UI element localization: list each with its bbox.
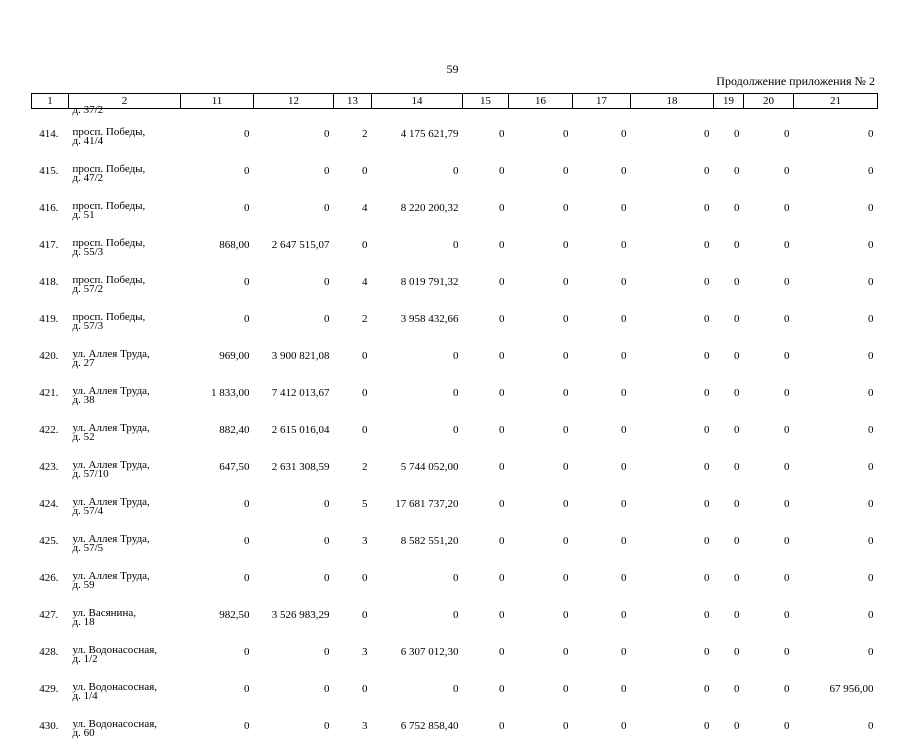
value-cell-12: 0 — [324, 683, 330, 695]
value-cell-14: 5 744 052,00 — [400, 461, 459, 473]
row-index: 426. — [39, 572, 59, 584]
value-cell-12: 0 — [324, 720, 330, 732]
value-cell-21: 0 — [868, 498, 874, 510]
value-cell-14: 4 175 621,79 — [400, 128, 459, 140]
value-cell-21: 0 — [868, 535, 874, 547]
value-cell-17: 0 — [621, 165, 627, 177]
column-header: 19 — [714, 94, 744, 109]
value-cell-13: 4 — [362, 276, 368, 288]
house-number: д. 27 — [72, 357, 95, 369]
value-cell-16: 0 — [563, 572, 569, 584]
value-cell-16: 0 — [563, 387, 569, 399]
value-cell-11: 868,00 — [219, 239, 250, 251]
value-cell-19: 0 — [734, 461, 740, 473]
value-cell-18: 0 — [704, 720, 710, 732]
data-table — [31, 93, 878, 748]
value-cell-16: 0 — [563, 424, 569, 436]
value-cell-11: 0 — [244, 683, 250, 695]
row-index: 427. — [39, 609, 59, 621]
value-cell-13: 3 — [362, 535, 368, 547]
value-cell-18: 0 — [704, 535, 710, 547]
house-number: д. 1/2 — [72, 653, 98, 665]
address-cell — [69, 230, 181, 267]
value-cell-18: 0 — [704, 350, 710, 362]
value-cell-19: 0 — [734, 387, 740, 399]
table-row — [32, 230, 878, 267]
row-index: 420. — [39, 350, 59, 362]
street-name: ул. Водонасосная, — [72, 681, 158, 693]
column-header: 16 — [509, 94, 573, 109]
value-cell-13: 2 — [362, 313, 368, 325]
value-cell-16: 0 — [563, 535, 569, 547]
value-cell-14: 0 — [453, 609, 459, 621]
column-header: 20 — [744, 94, 794, 109]
row-index: 429. — [39, 683, 59, 695]
value-cell-20: 0 — [784, 239, 790, 251]
value-cell-12: 2 615 016,04 — [271, 424, 330, 436]
house-number: д. 57/5 — [72, 542, 104, 554]
value-cell-17: 0 — [621, 276, 627, 288]
value-cell-12: 2 647 515,07 — [271, 239, 330, 251]
column-header: 11 — [181, 94, 254, 109]
value-cell-18: 0 — [704, 683, 710, 695]
house-number: д. 57/10 — [72, 468, 109, 480]
value-cell-14: 0 — [453, 165, 459, 177]
address-cell — [69, 711, 181, 748]
value-cell-18: 0 — [704, 313, 710, 325]
column-header: 2 — [69, 94, 181, 109]
value-cell-17: 0 — [621, 498, 627, 510]
value-cell-11: 0 — [244, 128, 250, 140]
value-cell-21: 0 — [868, 239, 874, 251]
value-cell-12: 0 — [324, 498, 330, 510]
value-cell-11: 0 — [244, 313, 250, 325]
value-cell-12: 0 — [324, 646, 330, 658]
value-cell-14: 0 — [453, 572, 459, 584]
row-index: 419. — [39, 313, 59, 325]
value-cell-19: 0 — [734, 239, 740, 251]
address-cell — [69, 452, 181, 489]
value-cell-18: 0 — [704, 165, 710, 177]
street-name: ул. Аллея Труда, — [72, 496, 150, 508]
value-cell-16: 0 — [563, 609, 569, 621]
value-cell-16: 0 — [563, 461, 569, 473]
value-cell-12: 0 — [324, 313, 330, 325]
table-row — [32, 600, 878, 637]
table-row — [32, 378, 878, 415]
row-index: 428. — [39, 646, 59, 658]
value-cell-14: 0 — [453, 387, 459, 399]
value-cell-17: 0 — [621, 646, 627, 658]
value-cell-16: 0 — [563, 720, 569, 732]
column-header: 17 — [573, 94, 631, 109]
row-index: 414. — [39, 128, 59, 140]
value-cell-17: 0 — [621, 683, 627, 695]
value-cell-14: 3 958 432,66 — [400, 313, 459, 325]
street-name: ул. Водонасосная, — [72, 718, 158, 730]
value-cell-15: 0 — [499, 387, 505, 399]
column-header: 13 — [334, 94, 372, 109]
continuation-row — [32, 109, 878, 120]
value-cell-13: 0 — [362, 572, 368, 584]
value-cell-21: 0 — [868, 313, 874, 325]
value-cell-12: 7 412 013,67 — [271, 387, 330, 399]
value-cell-21: 0 — [868, 646, 874, 658]
value-cell-17: 0 — [621, 350, 627, 362]
value-cell-17: 0 — [621, 720, 627, 732]
house-number: д. 52 — [72, 431, 95, 443]
table-row — [32, 674, 878, 711]
value-cell-18: 0 — [704, 128, 710, 140]
value-cell-21: 0 — [868, 720, 874, 732]
house-number: д. 59 — [72, 579, 95, 591]
address-cell — [69, 156, 181, 193]
value-cell-19: 0 — [734, 350, 740, 362]
value-cell-18: 0 — [704, 572, 710, 584]
value-cell-15: 0 — [499, 239, 505, 251]
value-cell-21: 0 — [868, 165, 874, 177]
house-number: д. 38 — [72, 394, 95, 406]
address-cell — [69, 526, 181, 563]
address-cell — [69, 563, 181, 600]
address-cell — [69, 193, 181, 230]
value-cell-20: 0 — [784, 165, 790, 177]
value-cell-11: 0 — [244, 165, 250, 177]
value-cell-13: 0 — [362, 350, 368, 362]
value-cell-16: 0 — [563, 276, 569, 288]
row-index: 422. — [39, 424, 59, 436]
value-cell-15: 0 — [499, 498, 505, 510]
value-cell-12: 0 — [324, 165, 330, 177]
value-cell-16: 0 — [563, 165, 569, 177]
table-row — [32, 304, 878, 341]
value-cell-14: 17 681 737,20 — [395, 498, 459, 510]
value-cell-19: 0 — [734, 276, 740, 288]
value-cell-20: 0 — [784, 387, 790, 399]
value-cell-20: 0 — [784, 276, 790, 288]
value-cell-21: 0 — [868, 572, 874, 584]
value-cell-11: 0 — [244, 720, 250, 732]
value-cell-15: 0 — [499, 313, 505, 325]
value-cell-18: 0 — [704, 202, 710, 214]
address-cell — [69, 304, 181, 341]
house-number: д. 57/2 — [72, 283, 104, 295]
value-cell-16: 0 — [563, 313, 569, 325]
table-row — [32, 563, 878, 600]
column-header: 18 — [631, 94, 714, 109]
value-cell-13: 5 — [362, 498, 368, 510]
value-cell-14: 0 — [453, 239, 459, 251]
table-row — [32, 267, 878, 304]
value-cell-21: 0 — [868, 202, 874, 214]
value-cell-11: 0 — [244, 535, 250, 547]
value-cell-13: 2 — [362, 128, 368, 140]
value-cell-18: 0 — [704, 276, 710, 288]
street-name: просп. Победы, — [72, 200, 146, 212]
street-name: просп. Победы, — [72, 274, 146, 286]
address-cell — [69, 600, 181, 637]
house-number: д. 55/3 — [72, 246, 104, 258]
row-index: 416. — [39, 202, 59, 214]
value-cell-14: 8 019 791,32 — [400, 276, 459, 288]
value-cell-19: 0 — [734, 646, 740, 658]
value-cell-17: 0 — [621, 535, 627, 547]
house-number: д. 1/4 — [72, 690, 98, 702]
value-cell-11: 969,00 — [219, 350, 250, 362]
row-index: 418. — [39, 276, 59, 288]
value-cell-20: 0 — [784, 720, 790, 732]
street-name: ул. Аллея Труда, — [72, 459, 150, 471]
value-cell-20: 0 — [784, 128, 790, 140]
table-row — [32, 526, 878, 563]
value-cell-12: 2 631 308,59 — [271, 461, 330, 473]
value-cell-12: 0 — [324, 572, 330, 584]
value-cell-17: 0 — [621, 424, 627, 436]
value-cell-20: 0 — [784, 424, 790, 436]
value-cell-15: 0 — [499, 461, 505, 473]
address-cell — [69, 119, 181, 156]
value-cell-15: 0 — [499, 609, 505, 621]
value-cell-19: 0 — [734, 572, 740, 584]
house-number: д. 51 — [72, 209, 95, 221]
value-cell-12: 0 — [324, 535, 330, 547]
value-cell-21: 0 — [868, 461, 874, 473]
house-number: д. 60 — [72, 727, 95, 739]
table-row — [32, 119, 878, 156]
street-name: просп. Победы, — [72, 237, 146, 249]
house-number: д. 41/4 — [72, 135, 104, 147]
value-cell-18: 0 — [704, 609, 710, 621]
value-cell-21: 67 956,00 — [829, 683, 874, 695]
table-row — [32, 156, 878, 193]
address-cell — [69, 378, 181, 415]
street-name: ул. Васянина, — [72, 607, 136, 619]
address-cell — [69, 341, 181, 378]
row-index: 415. — [39, 165, 59, 177]
value-cell-19: 0 — [734, 609, 740, 621]
street-name: ул. Аллея Труда, — [72, 533, 150, 545]
street-name: ул. Аллея Труда, — [72, 348, 150, 360]
value-cell-15: 0 — [499, 165, 505, 177]
value-cell-16: 0 — [563, 498, 569, 510]
house-number: д. 18 — [72, 616, 95, 628]
value-cell-19: 0 — [734, 165, 740, 177]
value-cell-20: 0 — [784, 202, 790, 214]
value-cell-20: 0 — [784, 572, 790, 584]
value-cell-17: 0 — [621, 128, 627, 140]
street-name: ул. Аллея Труда, — [72, 422, 150, 434]
house-number: д. 57/3 — [72, 320, 104, 332]
address-cell — [69, 674, 181, 711]
continuation-text: д. 37/2 — [72, 104, 104, 116]
row-index: 423. — [39, 461, 59, 473]
house-number: д. 57/4 — [72, 505, 104, 517]
value-cell-20: 0 — [784, 498, 790, 510]
value-cell-15: 0 — [499, 202, 505, 214]
value-cell-18: 0 — [704, 387, 710, 399]
value-cell-11: 0 — [244, 572, 250, 584]
row-index: 425. — [39, 535, 59, 547]
value-cell-15: 0 — [499, 350, 505, 362]
value-cell-21: 0 — [868, 128, 874, 140]
value-cell-19: 0 — [734, 424, 740, 436]
row-index: 417. — [39, 239, 59, 251]
value-cell-17: 0 — [621, 609, 627, 621]
table-row — [32, 415, 878, 452]
value-cell-16: 0 — [563, 239, 569, 251]
value-cell-15: 0 — [499, 424, 505, 436]
value-cell-20: 0 — [784, 535, 790, 547]
value-cell-12: 3 900 821,08 — [271, 350, 330, 362]
column-header: 1 — [32, 94, 69, 109]
row-index: 430. — [39, 720, 59, 732]
value-cell-20: 0 — [784, 350, 790, 362]
value-cell-18: 0 — [704, 498, 710, 510]
value-cell-13: 0 — [362, 683, 368, 695]
value-cell-18: 0 — [704, 239, 710, 251]
value-cell-21: 0 — [868, 424, 874, 436]
value-cell-18: 0 — [704, 461, 710, 473]
column-header: 14 — [372, 94, 463, 109]
value-cell-12: 0 — [324, 276, 330, 288]
value-cell-15: 0 — [499, 276, 505, 288]
street-name: просп. Победы, — [72, 126, 146, 138]
column-header: 21 — [794, 94, 878, 109]
value-cell-20: 0 — [784, 646, 790, 658]
value-cell-17: 0 — [621, 387, 627, 399]
value-cell-16: 0 — [563, 646, 569, 658]
value-cell-21: 0 — [868, 609, 874, 621]
value-cell-11: 982,50 — [219, 609, 250, 621]
street-name: ул. Аллея Труда, — [72, 385, 150, 397]
value-cell-11: 882,40 — [219, 424, 250, 436]
value-cell-19: 0 — [734, 128, 740, 140]
value-cell-13: 0 — [362, 609, 368, 621]
street-name: ул. Аллея Труда, — [72, 570, 150, 582]
value-cell-11: 647,50 — [219, 461, 250, 473]
value-cell-15: 0 — [499, 572, 505, 584]
value-cell-11: 0 — [244, 646, 250, 658]
value-cell-14: 0 — [453, 350, 459, 362]
value-cell-13: 2 — [362, 461, 368, 473]
value-cell-13: 0 — [362, 387, 368, 399]
value-cell-13: 3 — [362, 646, 368, 658]
address-cell — [69, 489, 181, 526]
table-row — [32, 489, 878, 526]
value-cell-14: 0 — [453, 683, 459, 695]
address-cell — [69, 267, 181, 304]
value-cell-12: 0 — [324, 202, 330, 214]
house-number: д. 47/2 — [72, 172, 104, 184]
row-index: 424. — [39, 498, 59, 510]
table-row — [32, 341, 878, 378]
value-cell-12: 0 — [324, 128, 330, 140]
table-row — [32, 193, 878, 230]
value-cell-17: 0 — [621, 313, 627, 325]
value-cell-13: 0 — [362, 239, 368, 251]
value-cell-17: 0 — [621, 239, 627, 251]
value-cell-13: 0 — [362, 424, 368, 436]
value-cell-19: 0 — [734, 535, 740, 547]
value-cell-21: 0 — [868, 387, 874, 399]
value-cell-20: 0 — [784, 683, 790, 695]
value-cell-14: 8 220 200,32 — [400, 202, 459, 214]
value-cell-19: 0 — [734, 683, 740, 695]
value-cell-11: 0 — [244, 276, 250, 288]
appendix-label: Продолжение приложения № 2 — [716, 74, 875, 88]
street-name: просп. Победы, — [72, 311, 146, 323]
value-cell-15: 0 — [499, 128, 505, 140]
value-cell-19: 0 — [734, 720, 740, 732]
address-cell — [69, 415, 181, 452]
value-cell-16: 0 — [563, 683, 569, 695]
value-cell-18: 0 — [704, 424, 710, 436]
value-cell-17: 0 — [621, 572, 627, 584]
value-cell-19: 0 — [734, 202, 740, 214]
page-number: 59 — [446, 62, 459, 76]
value-cell-20: 0 — [784, 461, 790, 473]
value-cell-11: 0 — [244, 202, 250, 214]
value-cell-19: 0 — [734, 313, 740, 325]
value-cell-15: 0 — [499, 720, 505, 732]
value-cell-11: 0 — [244, 498, 250, 510]
value-cell-14: 6 752 858,40 — [400, 720, 459, 732]
value-cell-16: 0 — [563, 128, 569, 140]
value-cell-20: 0 — [784, 609, 790, 621]
value-cell-16: 0 — [563, 202, 569, 214]
value-cell-21: 0 — [868, 350, 874, 362]
value-cell-14: 0 — [453, 424, 459, 436]
value-cell-15: 0 — [499, 646, 505, 658]
value-cell-14: 6 307 012,30 — [400, 646, 459, 658]
value-cell-13: 4 — [362, 202, 368, 214]
value-cell-16: 0 — [563, 350, 569, 362]
value-cell-13: 0 — [362, 165, 368, 177]
value-cell-15: 0 — [499, 535, 505, 547]
street-name: просп. Победы, — [72, 163, 146, 175]
value-cell-15: 0 — [499, 683, 505, 695]
address-cell — [69, 637, 181, 674]
value-cell-14: 8 582 551,20 — [400, 535, 459, 547]
value-cell-17: 0 — [621, 461, 627, 473]
value-cell-12: 3 526 983,29 — [271, 609, 330, 621]
column-header: 15 — [463, 94, 509, 109]
value-cell-13: 3 — [362, 720, 368, 732]
table-row — [32, 637, 878, 674]
row-index: 421. — [39, 387, 59, 399]
value-cell-17: 0 — [621, 202, 627, 214]
table-row — [32, 711, 878, 748]
column-header: 12 — [254, 94, 334, 109]
value-cell-21: 0 — [868, 276, 874, 288]
value-cell-11: 1 833,00 — [211, 387, 250, 399]
value-cell-19: 0 — [734, 498, 740, 510]
table-row — [32, 452, 878, 489]
street-name: ул. Водонасосная, — [72, 644, 158, 656]
value-cell-18: 0 — [704, 646, 710, 658]
value-cell-20: 0 — [784, 313, 790, 325]
